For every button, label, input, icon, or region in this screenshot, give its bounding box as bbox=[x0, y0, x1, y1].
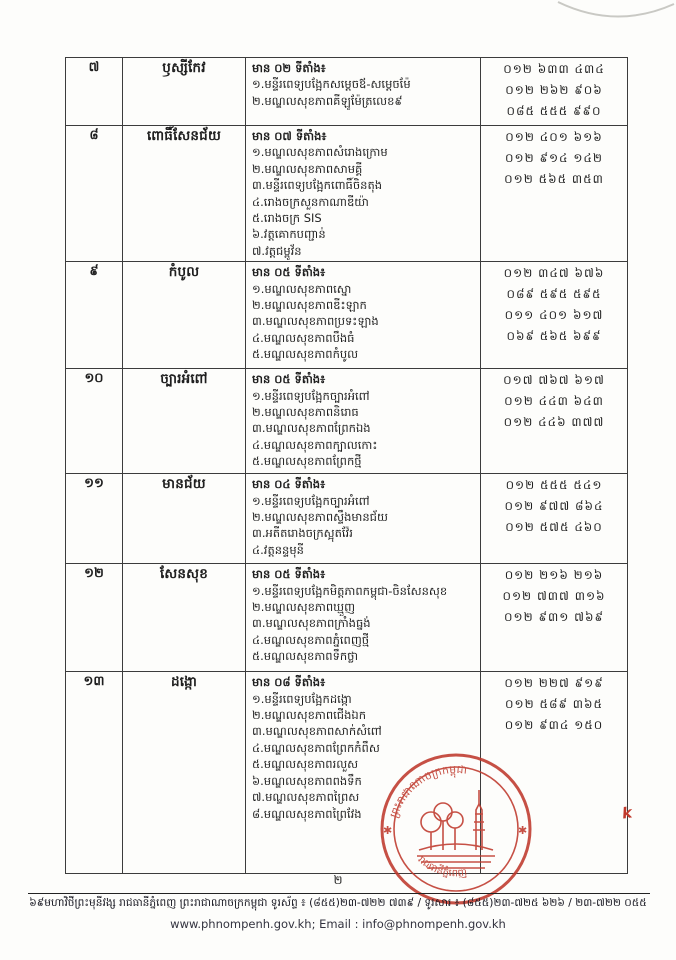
row-number-cell bbox=[66, 369, 123, 474]
phone-number: ០១២ ៤៤៣ ៦៤៣ bbox=[504, 394, 604, 409]
locations-cell bbox=[246, 564, 481, 672]
location-item: ៤.វត្តនន្ទមុនី bbox=[252, 542, 304, 557]
footer-web-line: www.phnompenh.gov.kh; Email : info@phnompenh.gov.kh bbox=[170, 917, 506, 931]
location-item: ៤.រោងចក្រសួនកាណាឌីយ៉ា bbox=[252, 194, 369, 209]
location-item: ៥.មណ្ឌលសុខភាពទឹកថ្លា bbox=[252, 649, 359, 664]
seal-top-text: ព្រះរាជាណាចក្រកម្ពុជា bbox=[387, 762, 468, 820]
location-count-header: មាន ០៤ ទីតាំង៖ bbox=[252, 477, 326, 492]
phones-cell bbox=[481, 564, 628, 672]
phone-list bbox=[482, 59, 626, 122]
location-item: ២.មណ្ឌលសុខភាពនិរោធ bbox=[252, 405, 359, 420]
pen-mark: k bbox=[620, 803, 634, 823]
phone-number: ០៦៩ ៥៦៥ ៦៩៩ bbox=[506, 329, 602, 344]
phone-list bbox=[482, 475, 626, 538]
location-item: ១.មន្ទីរពេទ្យបង្អែកដង្កោ bbox=[252, 691, 352, 706]
row-number-cell bbox=[66, 672, 123, 874]
phone-number: ០១២ ៤៤៦ ៣៧៧ bbox=[503, 415, 605, 430]
location-item: ១.មណ្ឌលសុខភាពស្នោ bbox=[252, 281, 352, 296]
phone-number: ០១២ ៤០១ ៦១៦ bbox=[505, 130, 603, 144]
table-row bbox=[66, 474, 628, 564]
district-name-cell bbox=[123, 126, 246, 262]
footer-divider bbox=[28, 893, 650, 894]
phone-number: ០១២ ២២៧ ៩១៩ bbox=[504, 676, 604, 691]
location-item: ៥.មណ្ឌលសុខភាពកំបូល bbox=[252, 347, 359, 362]
phone-number: ០៨៥ ៥៥៥ ៩៩០ bbox=[506, 104, 602, 118]
district-name-cell bbox=[123, 474, 246, 564]
location-list bbox=[252, 76, 477, 109]
phone-number: ០១២ ៥៥៥ ៥៤១ bbox=[505, 478, 603, 493]
district-number: ៩ bbox=[89, 264, 99, 280]
location-item: ៧.មណ្ឌលសុខភាពព្រៃស bbox=[252, 790, 360, 805]
district-name: ឫស្សីកែវ bbox=[162, 60, 206, 76]
phone-number: ០១២ ៩៣១ ៧៦៩ bbox=[504, 610, 604, 625]
phone-number: ០១២ ៩១៤ ១៤២ bbox=[504, 151, 604, 165]
phone-number: ០១២ ៩៣៤ ១៥០ bbox=[504, 718, 604, 733]
phones-cell bbox=[481, 262, 628, 369]
phones-cell bbox=[481, 58, 628, 126]
phone-number: ០១២ ៦៣៣ ៤៣៤ bbox=[503, 62, 605, 76]
district-name-cell bbox=[123, 672, 246, 874]
phone-number: ០១២ ២១៦ ២១៦ bbox=[504, 568, 604, 583]
location-count-header: មាន ០៥ ទីតាំង៖ bbox=[252, 567, 326, 582]
district-number: ១៣ bbox=[83, 674, 105, 690]
location-count-header: មាន ០២ ទីតាំង៖ bbox=[252, 61, 326, 75]
phone-list bbox=[482, 263, 626, 347]
seal-star-right: ✱ bbox=[518, 824, 528, 837]
table-row bbox=[66, 58, 628, 126]
phone-list bbox=[482, 673, 626, 736]
locations-cell bbox=[246, 126, 481, 262]
phone-number: ០១៧ ៧៦៧ ៦១៧ bbox=[503, 373, 605, 388]
location-list bbox=[252, 388, 477, 470]
district-name-cell bbox=[123, 564, 246, 672]
table-row bbox=[66, 369, 628, 474]
row-number-cell bbox=[66, 474, 123, 564]
phone-number: ០៨៩ ៥៩៥ ៥៩៥ bbox=[506, 287, 602, 302]
location-list bbox=[252, 281, 477, 363]
location-item: ១.មណ្ឌលសុខភាពសំរោងក្រោម bbox=[252, 145, 388, 160]
location-item: ៤.មណ្ឌលសុខភាពភ្នំពេញថ្មី bbox=[252, 632, 370, 647]
table-row bbox=[66, 564, 628, 672]
location-item: ២.មណ្ឌលសុខភាពគីឡូម៉ែត្រលេខ៩ bbox=[252, 93, 403, 108]
district-name: សែនសុខ bbox=[160, 566, 208, 583]
locations-cell bbox=[246, 262, 481, 369]
location-count-header: មាន ០៧ ទីតាំង៖ bbox=[252, 129, 327, 143]
row-number-cell bbox=[66, 126, 123, 262]
location-item: ២.មណ្ឌលសុខភាពសាមគ្គី bbox=[252, 161, 363, 176]
location-item: ២.មណ្ឌលសុខភាពជើងឯក bbox=[252, 708, 366, 723]
district-number: ១០ bbox=[84, 371, 104, 387]
phones-cell bbox=[481, 126, 628, 262]
seal-bottom-text: រាជធានីភ្នំពេញ bbox=[415, 854, 468, 880]
location-item: ៦.វត្តគោកបញ្ជាន់ bbox=[252, 227, 326, 242]
location-item: ៧.វត្តជម្ពូវ័ន bbox=[252, 243, 302, 258]
row-number-cell bbox=[66, 564, 123, 672]
district-number: ១១ bbox=[84, 476, 104, 492]
phone-number: ០១២ ៩៧៧ ៨៦៤ bbox=[504, 499, 604, 514]
health-facility-table bbox=[65, 57, 628, 874]
locations-cell bbox=[246, 58, 481, 126]
location-item: ៣.មណ្ឌលសុខភាពក្រាំងធ្នង់ bbox=[252, 616, 371, 631]
district-number: ១២ bbox=[84, 566, 104, 582]
location-item: ៥.រោងចក្រ SIS bbox=[252, 211, 322, 226]
location-item: ៦.មណ្ឌលសុខភាពពងទឹក bbox=[252, 773, 362, 788]
locations-cell bbox=[246, 474, 481, 564]
district-name: ដង្កោ bbox=[170, 674, 198, 691]
location-list bbox=[252, 144, 477, 259]
location-item: ៣.មន្ទីរពេទ្យបង្អែកពោធិ៍ចិនតុង bbox=[252, 178, 383, 193]
location-list bbox=[252, 493, 477, 559]
location-item: ៨.មណ្ឌលសុខភាពព្រៃវែង bbox=[252, 806, 362, 821]
row-number-cell bbox=[66, 262, 123, 369]
phones-cell bbox=[481, 369, 628, 474]
phone-number: ០១២ ៣៤៧ ៦៧៦ bbox=[503, 266, 605, 281]
locations-cell bbox=[246, 369, 481, 474]
location-item: ៤.មណ្ឌលសុខភាពក្បាលកោះ bbox=[252, 437, 378, 452]
location-list bbox=[252, 583, 477, 665]
phone-number: ០១២ ២៦២ ៩០៦ bbox=[505, 83, 603, 97]
location-item: ១.មន្ទីរពេទ្យបង្អែកសម្តេចឪ-សម្តេចម៉ែ bbox=[252, 77, 411, 92]
district-name: ច្បារអំពៅ bbox=[160, 371, 208, 388]
phone-list bbox=[482, 127, 626, 190]
location-item: ៣.មណ្ឌលសុខភាពប្រទះឡាង bbox=[252, 314, 379, 329]
district-name-cell bbox=[123, 58, 246, 126]
location-item: ៣.មណ្ឌលសុខភាពសាក់សំពៅ bbox=[252, 724, 382, 739]
location-item: ៥.មណ្ឌលសុខភាពព្រែកថ្មី bbox=[252, 454, 362, 469]
location-item: ៣.អតីតរោងចក្រស្អុតវ៉ែរ bbox=[252, 526, 353, 541]
table-body bbox=[66, 58, 628, 874]
page-number: ២ bbox=[333, 873, 343, 887]
phone-list bbox=[482, 370, 626, 433]
location-item: ៤.មណ្ឌលសុខភាពបឹងធំ bbox=[252, 330, 355, 345]
district-name: មានជ័យ bbox=[162, 476, 206, 493]
table-row bbox=[66, 672, 628, 874]
faded-stamp-arc bbox=[556, 0, 676, 22]
location-count-header: មាន ០៨ ទីតាំង៖ bbox=[252, 675, 326, 690]
seal-star-left: ✱ bbox=[383, 824, 393, 837]
district-name: កំបូល bbox=[168, 264, 200, 281]
district-name: ពោធិ៍សែនជ័យ bbox=[146, 128, 222, 144]
location-item: ៥.មណ្ឌលសុខភាពរលួស bbox=[252, 757, 359, 772]
district-name-cell bbox=[123, 262, 246, 369]
phone-number: ០១២ ៧៣៧ ៣១៦ bbox=[502, 589, 606, 604]
location-count-header: មាន ០៥ ទីតាំង៖ bbox=[252, 265, 326, 280]
phones-cell bbox=[481, 474, 628, 564]
table-row bbox=[66, 126, 628, 262]
phone-number: ០១២ ៥៦៥ ៣៥៣ bbox=[504, 172, 604, 186]
location-item: ១.មន្ទីរពេទ្យបង្អែកមិត្តភាពកម្ពុជា-ចិនសែនសុខ bbox=[252, 583, 448, 598]
footer-address-line: ៦៩មហាវិថីព្រះមុនីវង្ស រាជធានីភ្នំពេញ ព្រះរាជាណាចក្រកម្ពុជា ទូរស័ព្ទ ៖ (៨៥៥)២៣-៧២២ ៧៣៩ / ទូរសារ ៖ (៨៥៥)២៣-៧២៥ ៦២៦ / ២៣-៧២២ ០៥៥ bbox=[29, 897, 647, 909]
location-item: ២.មណ្ឌលសុខភាពឃ្មួញ bbox=[252, 600, 356, 615]
phone-list bbox=[482, 565, 626, 628]
location-count-header: មាន ០៥ ទីតាំង៖ bbox=[252, 372, 326, 387]
phone-number: ០១២ ៥៨៩ ៣៦៥ bbox=[504, 697, 604, 712]
location-item: ១.មន្ទីរពេទ្យបង្អែកច្បារអំពៅ bbox=[252, 388, 370, 403]
district-number: ៨ bbox=[89, 128, 99, 143]
location-item: ១.មន្ទីរពេទ្យបង្អែកច្បារអំពៅ bbox=[252, 493, 370, 508]
phone-number: ០១២ ៥៧៥ ៤៦០ bbox=[505, 520, 603, 535]
location-item: ២.មណ្ឌលសុខភាពឌីះឡាក bbox=[252, 298, 367, 313]
phone-number: ០១១ ៤០១ ៦១៧ bbox=[504, 308, 604, 323]
table-row bbox=[66, 262, 628, 369]
district-name-cell bbox=[123, 369, 246, 474]
location-item: ៤.មណ្ឌលសុខភាពព្រែកកំពឹស bbox=[252, 740, 380, 755]
location-item: ២.មណ្ឌលសុខភាពស្ទឹងមានជ័យ bbox=[252, 510, 388, 525]
row-number-cell bbox=[66, 58, 123, 126]
district-number: ៧ bbox=[88, 60, 100, 75]
location-item: ៣.មណ្ឌលសុខភាពព្រែកឯង bbox=[252, 421, 371, 436]
